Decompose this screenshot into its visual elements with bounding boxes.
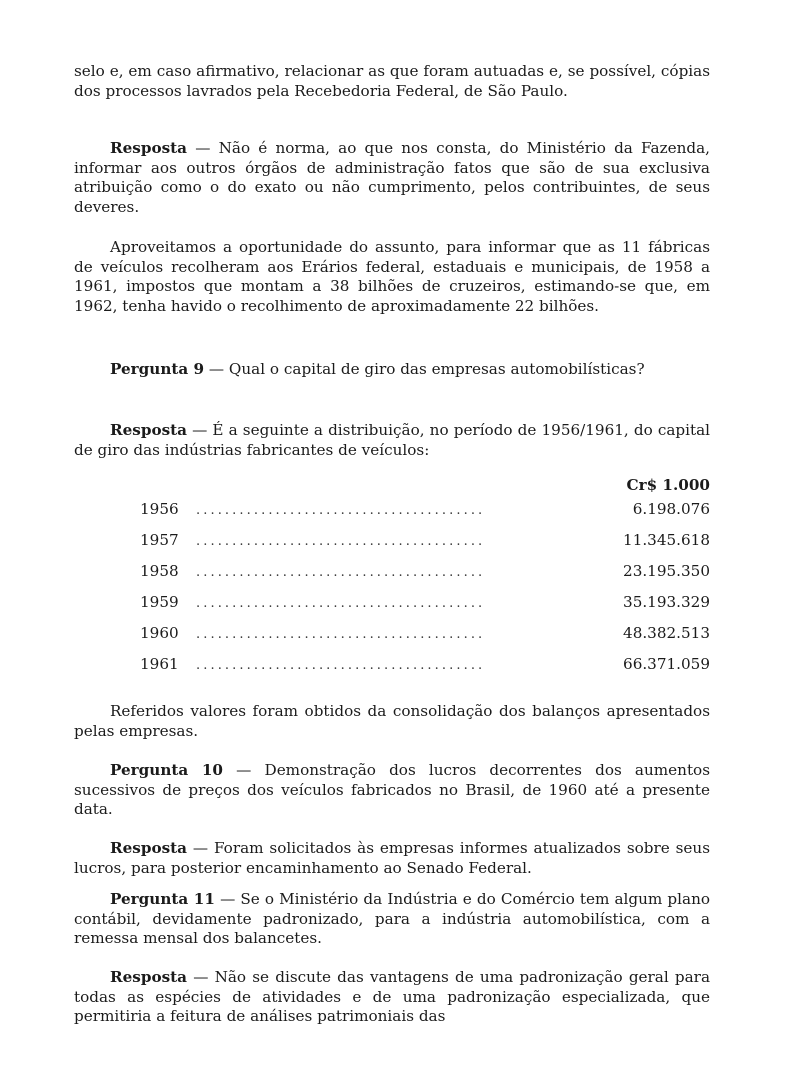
- dot-leader: ........................................: [196, 565, 486, 580]
- table-row: [140, 655, 710, 677]
- row-year: 1959: [140, 593, 179, 611]
- row-value: 48.382.513: [623, 624, 710, 642]
- paragraph-referidos: Referidos valores foram obtidos da consolidação dos balanços apresentados pelas empresas.: [74, 702, 710, 740]
- row-value: 35.193.329: [623, 593, 710, 611]
- row-year: 1958: [140, 562, 179, 580]
- paragraph-resposta-1: Resposta — Não é norma, ao que nos consta, do Ministério da Fazenda, informar aos outros órgãos de administração fatos que são de sua exclusiva atribuição como o do exato ou não cumprimento, pelos contribuintes, de seus deveres.: [74, 139, 710, 216]
- table-row: [140, 500, 710, 522]
- dot-leader: ........................................: [196, 596, 486, 611]
- resposta-label: Resposta: [110, 968, 187, 986]
- pergunta-label: Pergunta 10: [110, 761, 223, 779]
- row-value: 66.371.059: [623, 655, 710, 673]
- paragraph-pergunta-10: Pergunta 10 — Demonstração dos lucros decorrentes dos aumentos sucessivos de preços dos veículos fabricados no Brasil, de 1960 até a presente data.: [74, 761, 710, 819]
- pergunta-label: Pergunta 11: [110, 890, 215, 908]
- pergunta-label: Pergunta 9: [110, 360, 205, 378]
- table-unit-header: Cr$ 1.000: [626, 476, 710, 494]
- dot-leader: ........................................: [196, 503, 486, 518]
- paragraph-pergunta-11: Pergunta 11 — Se o Ministério da Indústria e do Comércio tem algum plano contábil, devidamente padronizado, para a indústria automobilística, com a remessa mensal dos balancetes.: [74, 890, 710, 948]
- table-row: [140, 593, 710, 615]
- paragraph-resposta-3: Resposta — Foram solicitados às empresas informes atualizados sobre seus lucros, para posterior encaminhamento ao Senado Federal.: [74, 839, 710, 877]
- table-row: [140, 531, 710, 553]
- row-year: 1956: [140, 500, 179, 518]
- paragraph-aproveitamos: Aproveitamos a oportunidade do assunto, para informar que as 11 fábricas de veículos recolheram aos Erários federal, estaduais e municipais, de 1958 a 1961, impostos que montam a 38 bilhões de cruzeiros, estimando-se que, em 1962, tenha havido o recolhimento de aproximadamente 22 bilhões.: [74, 238, 710, 315]
- row-value: 11.345.618: [623, 531, 710, 549]
- table-row: [140, 624, 710, 646]
- paragraph-resposta-4: Resposta — Não se discute das vantagens de uma padronização geral para todas as espécies de atividades e de uma padronização especializada, que permitiria a feitura de análises patrimoniais das: [74, 968, 710, 1026]
- dot-leader: ........................................: [196, 534, 486, 549]
- resposta-label: Resposta: [110, 421, 187, 439]
- capital-table: [140, 476, 710, 686]
- row-year: 1957: [140, 531, 179, 549]
- dot-leader: ........................................: [196, 658, 486, 673]
- paragraph-intro: selo e, em caso afirmativo, relacionar as que foram autuadas e, se possível, cópias dos processos lavrados pela Recebedoria Federal, de São Paulo.: [74, 62, 710, 100]
- dot-leader: ........................................: [196, 627, 486, 642]
- table-row: [140, 562, 710, 584]
- row-value: 23.195.350: [623, 562, 710, 580]
- resposta-label: Resposta: [110, 139, 187, 157]
- row-value: 6.198.076: [632, 500, 710, 518]
- paragraph-resposta-2: Resposta — É a seguinte a distribuição, no período de 1956/1961, do capital de giro das indústrias fabricantes de veículos:: [74, 421, 710, 459]
- resposta-label: Resposta: [110, 839, 187, 857]
- paragraph-pergunta-9: Pergunta 9 — Qual o capital de giro das empresas automobilísticas?: [110, 360, 645, 378]
- row-year: 1960: [140, 624, 179, 642]
- row-year: 1961: [140, 655, 179, 673]
